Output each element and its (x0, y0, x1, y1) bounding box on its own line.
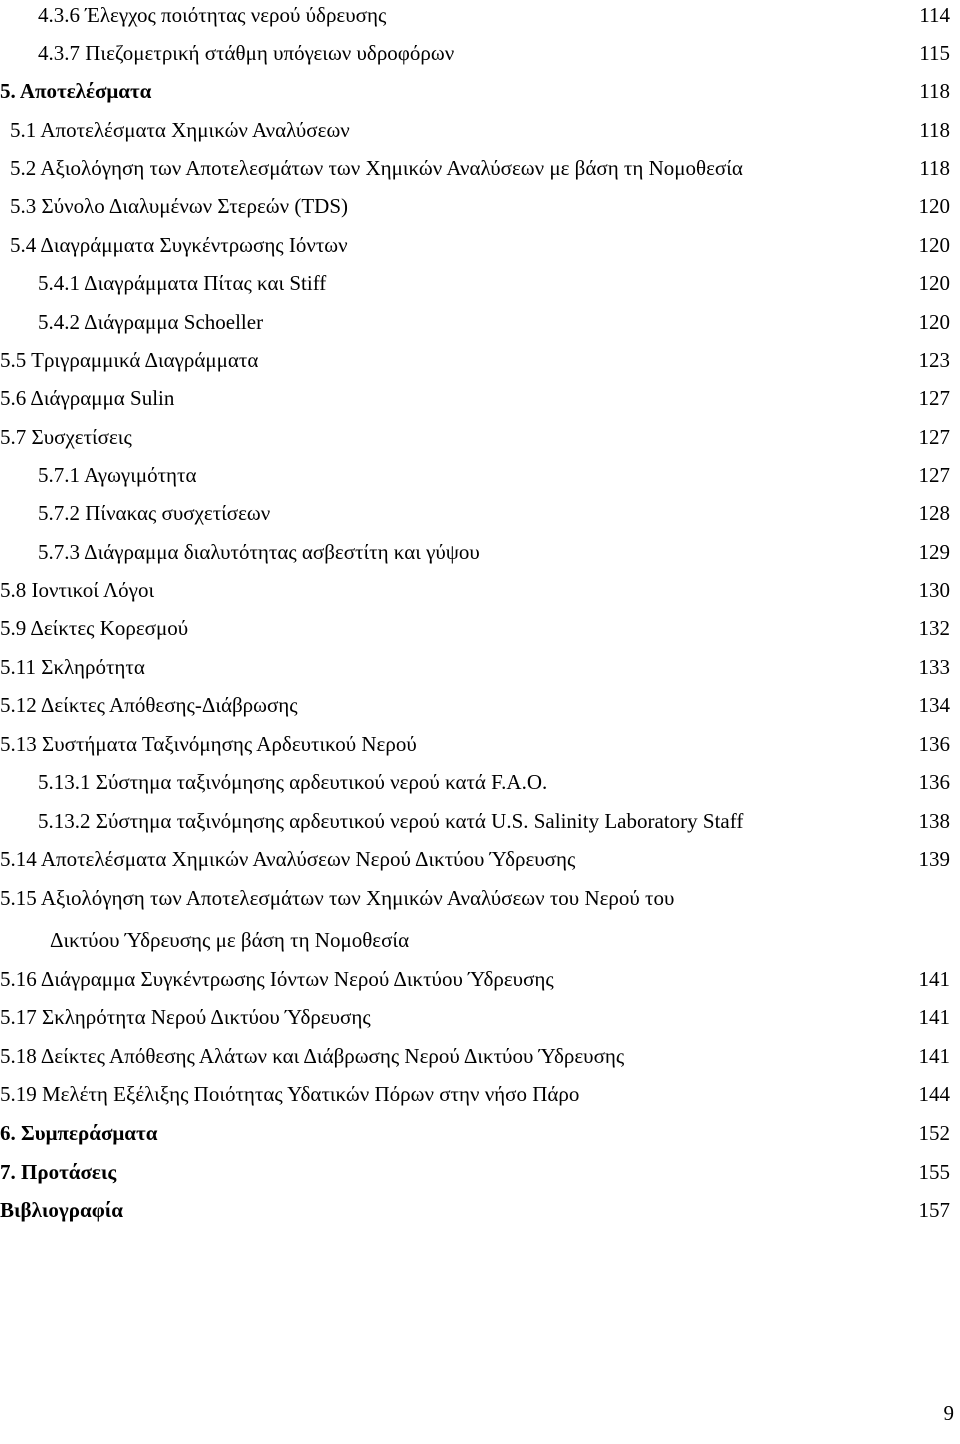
toc-entry-page: 120 (918, 310, 950, 334)
toc-entry-title: 6. Συμπεράσματα (0, 1121, 158, 1145)
toc-entry[interactable] (0, 422, 960, 452)
toc-entry[interactable] (0, 1118, 960, 1148)
toc-entry[interactable] (0, 38, 960, 68)
toc-entry-page: 127 (918, 463, 950, 487)
toc-entry[interactable] (0, 652, 960, 682)
toc-entry-page: 118 (919, 156, 950, 180)
toc-entry[interactable] (0, 498, 960, 528)
toc-entry-page: 157 (918, 1198, 950, 1222)
toc-entry-page: 132 (918, 616, 950, 640)
toc-entry-page: 155 (918, 1160, 950, 1184)
toc-entry-title: 5.8 Ιοντικοί Λόγοι (0, 578, 155, 602)
toc-entry[interactable] (0, 1195, 960, 1225)
toc-entry-title: 5.18 Δείκτες Απόθεσης Αλάτων και Διάβρωσης Νερού Δικτύου Ύδρευσης (0, 1044, 625, 1068)
toc-entry-title-continuation: Δικτύου Ύδρευσης με βάση τη Νομοθεσία (50, 928, 410, 952)
toc-entry[interactable] (0, 690, 960, 720)
toc-entry-page: 129 (918, 540, 950, 564)
toc-entry-title: 5.1 Αποτελέσματα Χημικών Αναλύσεων (10, 118, 350, 142)
toc-entry[interactable] (0, 1157, 960, 1187)
toc-entry-page: 130 (918, 578, 950, 602)
page-number: 9 (943, 1401, 954, 1425)
toc-entry-title: 5.4.2 Διάγραμμα Schoeller (38, 310, 264, 334)
toc-entry[interactable] (0, 729, 960, 759)
toc-entry-title: 5.13 Συστήματα Ταξινόμησης Αρδευτικού Νερού (0, 732, 417, 756)
toc-entry-page: 133 (918, 655, 950, 679)
toc-entry-title: 5.7.2 Πίνακας συσχετίσεων (38, 501, 271, 525)
toc-entry[interactable] (0, 1002, 960, 1032)
toc-entry-title: 5.3 Σύνολο Διαλυμένων Στερεών (TDS) (10, 194, 349, 218)
toc-entry[interactable] (0, 883, 960, 952)
toc-entry-page: 136 (918, 770, 950, 794)
toc-entry-title: 5.5 Τριγραμμικά Διαγράμματα (0, 348, 259, 372)
toc-entry-title: 5. Αποτελέσματα (0, 79, 152, 103)
toc-entry[interactable] (0, 230, 960, 260)
toc-entry[interactable] (0, 767, 960, 797)
toc-entry[interactable] (0, 268, 960, 298)
toc-entry-title: 5.12 Δείκτες Απόθεσης-Διάβρωσης (0, 693, 298, 717)
toc-entry-title: Βιβλιογραφία (0, 1198, 124, 1222)
toc-entry-title: 5.14 Αποτελέσματα Χημικών Αναλύσεων Νερού Δικτύου Ύδρευσης (0, 847, 576, 871)
toc-entry-page: 144 (918, 1082, 950, 1106)
toc-entry-title: 5.9 Δείκτες Κορεσμού (0, 616, 189, 640)
toc-entry-title: 5.7.3 Διάγραμμα διαλυτότητας ασβεστίτη και γύψου (38, 540, 480, 564)
toc-entry-title: 5.13.2 Σύστημα ταξινόμησης αρδευτικού νερού κατά U.S. Salinity Laboratory Staff (38, 809, 744, 833)
toc-entry-page: 115 (919, 41, 950, 65)
toc-entry-page: 127 (918, 425, 950, 449)
toc-entry-page: 120 (918, 233, 950, 257)
toc-entry-title: 4.3.7 Πιεζομετρική στάθμη υπόγειων υδροφόρων (38, 41, 455, 65)
toc-entry[interactable] (0, 1041, 960, 1071)
toc-entry-page: 138 (918, 809, 950, 833)
toc-entry[interactable] (0, 115, 960, 145)
toc-entry-page: 141 (918, 967, 950, 991)
toc-entry-title: 5.15 Αξιολόγηση των Αποτελεσμάτων των Χημικών Αναλύσεων του Νερού του (0, 886, 675, 910)
toc-entry-title: 5.11 Σκληρότητα (0, 655, 145, 679)
toc-entry-title: 5.17 Σκληρότητα Νερού Δικτύου Ύδρευσης (0, 1005, 371, 1029)
toc-entry[interactable] (0, 191, 960, 221)
toc-entry-page: 127 (918, 386, 950, 410)
toc-entry-page: 120 (918, 271, 950, 295)
toc-entry[interactable] (0, 964, 960, 994)
toc-entry[interactable] (0, 575, 960, 605)
toc-entry-page: 114 (919, 3, 950, 27)
toc-entry-page: 141 (918, 1044, 950, 1068)
toc-entry[interactable] (0, 0, 960, 30)
toc-entry-page: 136 (918, 732, 950, 756)
toc-entry-title: 5.7.1 Αγωγιμότητα (38, 463, 197, 487)
toc-entry[interactable] (0, 844, 960, 874)
toc-entry-title: 5.19 Μελέτη Εξέλιξης Ποιότητας Υδατικών Πόρων στην νήσο Πάρο (0, 1082, 580, 1106)
toc-entry[interactable] (0, 307, 960, 337)
toc-entry-page: 118 (919, 79, 950, 103)
toc-entry[interactable] (0, 460, 960, 490)
toc-entry[interactable] (0, 1079, 960, 1109)
toc-entry[interactable] (0, 153, 960, 183)
toc-entry-page: 120 (918, 194, 950, 218)
toc-entry-title: 5.4.1 Διαγράμματα Πίτας και Stiff (38, 271, 327, 295)
toc-entry-page: 123 (918, 348, 950, 372)
toc-entry[interactable] (0, 76, 960, 106)
toc-entry[interactable] (0, 345, 960, 375)
toc-entry-page: 152 (918, 1121, 950, 1145)
toc-entry[interactable] (0, 613, 960, 643)
toc-entry[interactable] (0, 537, 960, 567)
toc-entry-page: 134 (918, 693, 950, 717)
toc-entry-title: 5.6 Διάγραμμα Sulin (0, 386, 175, 410)
toc-entry[interactable] (0, 383, 960, 413)
toc-entry-title: 4.3.6 Έλεγχος ποιότητας νερού ύδρευσης (38, 3, 387, 27)
toc-entry[interactable] (0, 806, 960, 836)
toc-entry-title: 7. Προτάσεις (0, 1160, 117, 1184)
toc-entry-title: 5.13.1 Σύστημα ταξινόμησης αρδευτικού νερού κατά F.A.O. (38, 770, 548, 794)
toc-entry-page: 139 (918, 847, 950, 871)
toc-entry-page: 141 (918, 1005, 950, 1029)
toc-entry-title: 5.16 Διάγραμμα Συγκέντρωσης Ιόντων Νερού Δικτύου Ύδρευσης (0, 967, 554, 991)
toc-entry-title: 5.4 Διαγράμματα Συγκέντρωσης Ιόντων (10, 233, 348, 257)
toc-entry-page: 118 (919, 118, 950, 142)
toc-entry-page: 128 (918, 501, 950, 525)
toc-entry-title: 5.7 Συσχετίσεις (0, 425, 132, 449)
toc-entry-title: 5.2 Αξιολόγηση των Αποτελεσμάτων των Χημικών Αναλύσεων με βάση τη Νομοθεσία (10, 156, 743, 180)
